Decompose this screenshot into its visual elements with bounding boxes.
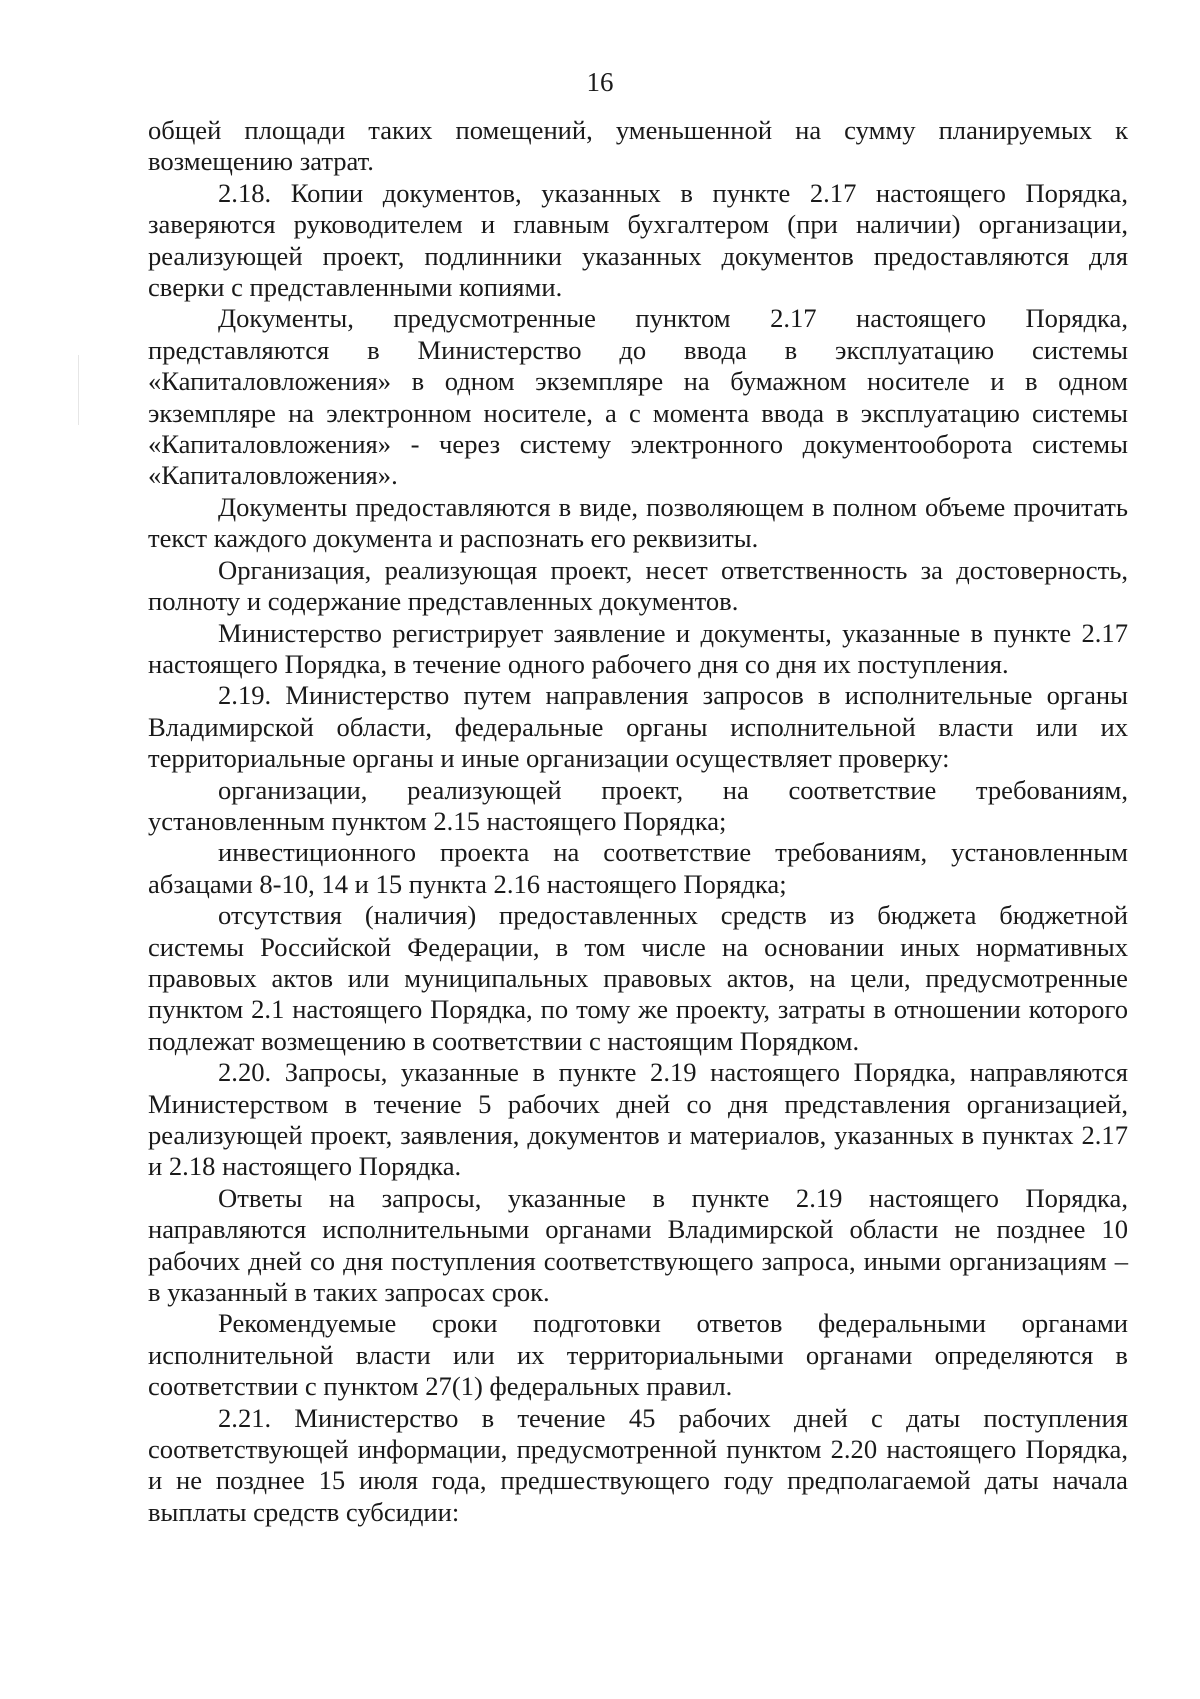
paragraph-responses: Ответы на запросы, указанные в пункте 2.19 настоящего Порядка, направляются исполнительными органами Владимирской области не позднее 10 рабочих дней со дня поступления соответствующего запроса, иными организациям – в указанный в таких запросах срок.	[148, 1182, 1128, 1308]
paragraph-recommended-terms: Рекомендуемые сроки подготовки ответов федеральными органами исполнительной власти или их территориальными органами определяются в соответствии с пунктом 27(1) федеральных правил.	[148, 1308, 1128, 1402]
document-body	[148, 115, 1128, 1528]
paragraph-check-project: инвестиционного проекта на соответствие требованиям, установленным абзацами 8-10, 14 и 15 пункта 2.16 настоящего Порядка;	[148, 837, 1128, 899]
paragraph-2-20: 2.20. Запросы, указанные в пункте 2.19 настоящего Порядка, направляются Министерством в течение 5 рабочих дней со дня представления организацией, реализующей проект, заявления, документов и материалов, указанных в пунктах 2.17 и 2.18 настоящего Порядка.	[148, 1057, 1128, 1182]
page-number: 16	[586, 67, 614, 97]
paragraph-2-19: 2.19. Министерство путем направления запросов в исполнительные органы Владимирской области, федеральные органы исполнительной власти или их территориальные органы и иные организации осуществляет проверку:	[148, 680, 1128, 774]
paragraph-documents-format: Документы предоставляются в виде, позволяющем в полном объеме прочитать текст каждого документа и распознать его реквизиты.	[148, 491, 1128, 554]
paragraph-registration: Министерство регистрирует заявление и документы, указанные в пункте 2.17 настоящего Порядка, в течение одного рабочего дня со дня их поступления.	[148, 617, 1128, 679]
paragraph-check-organization: организации, реализующей проект, на соответствие требованиям, установленным пунктом 2.15 настоящего Порядка;	[148, 774, 1128, 836]
paragraph-2-21: 2.21. Министерство в течение 45 рабочих дней с даты поступления соответствующей информации, предусмотренной пунктом 2.20 настоящего Порядка, и не позднее 15 июля года, предшествующего году предполагаемой даты начала выплаты средств субсидии:	[148, 1402, 1128, 1527]
paragraph-continuation: общей площади таких помещений, уменьшенной на сумму планируемых к возмещению затрат.	[148, 115, 1128, 177]
paragraph-2-18: 2.18. Копии документов, указанных в пункте 2.17 настоящего Порядка, заверяются руководителем и главным бухгалтером (при наличии) организации, реализующей проект, подлинники указанных документов предоставляются для сверки с представленными копиями.	[148, 177, 1128, 303]
paragraph-documents-submission: Документы, предусмотренные пунктом 2.17 настоящего Порядка, представляются в Министерство до ввода в эксплуатацию системы «Капиталовложения» в одном экземпляре на бумажном носителе и в одном экземпляре на электронном носителе, а с момента ввода в эксплуатацию системы «Капиталовложения» - через систему электронного документооборота системы «Капиталовложения».	[148, 303, 1128, 491]
paragraph-check-funds: отсутствия (наличия) предоставленных средств из бюджета бюджетной системы Российской Федерации, в том числе на основании иных нормативных правовых актов или муниципальных правовых актов, на цели, предусмотренные пунктом 2.1 настоящего Порядка, по тому же проекту, затраты в отношении которого подлежат возмещению в соответствии с настоящим Порядком.	[148, 900, 1128, 1056]
paragraph-responsibility: Организация, реализующая проект, несет ответственность за достоверность, полноту и содержание представленных документов.	[148, 554, 1128, 617]
scan-margin-mark	[78, 355, 79, 425]
